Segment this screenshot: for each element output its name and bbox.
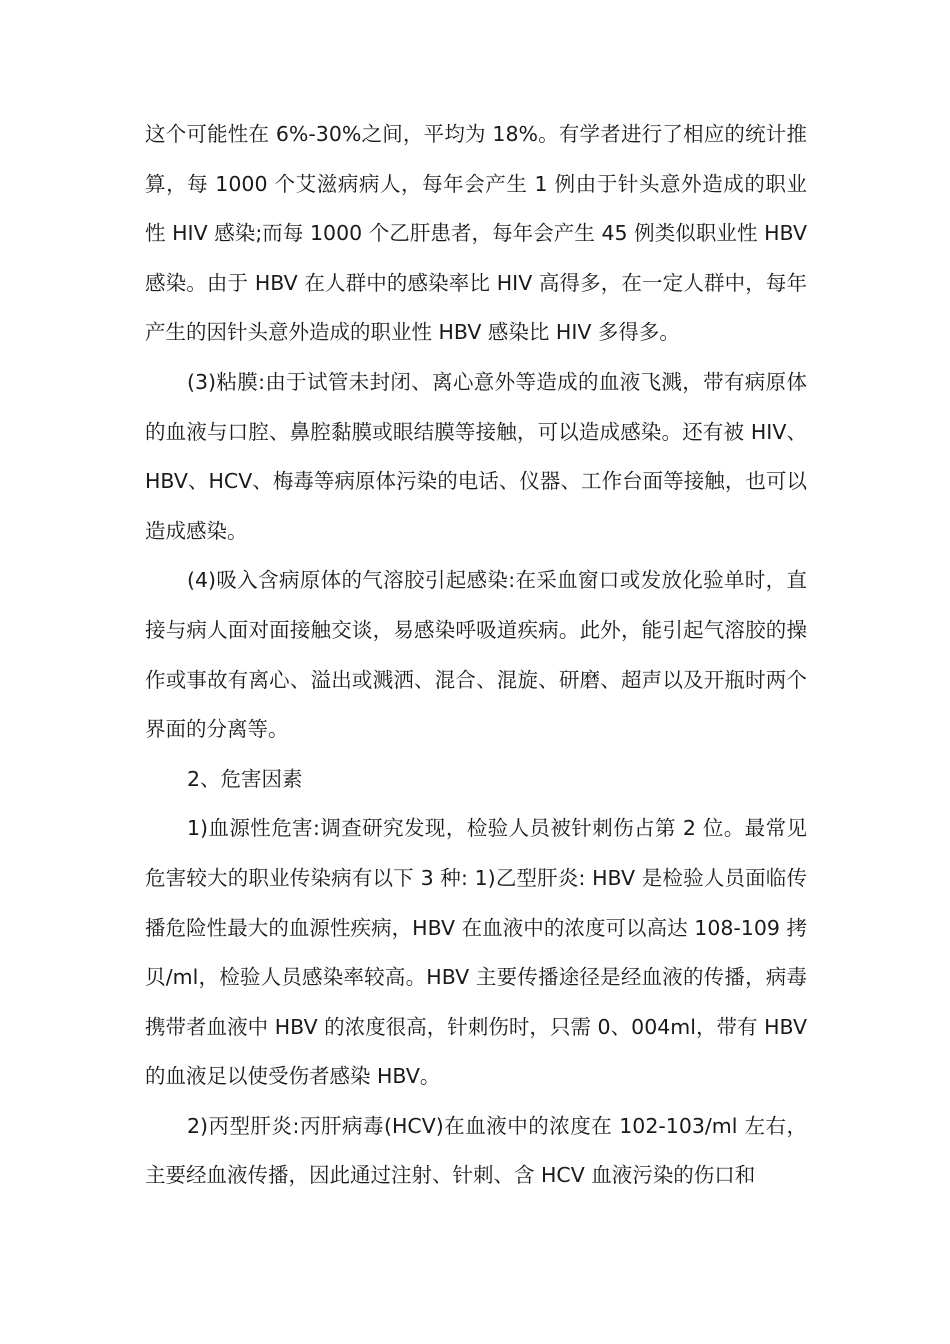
document-body (145, 110, 807, 1201)
paragraph-5: 2)丙型肝炎:丙肝病毒(HCV)在血液中的浓度在 102-103/ml 左右，主要经血液传播，因此通过注射、针刺、含 HCV 血液污染的伤口和 (145, 1113, 807, 1188)
paragraph-3: (4)吸入含病原体的气溶胶引起感染:在采血窗口或发放化验单时，直接与病人面对面接触交谈，易感染呼吸道疾病。此外，能引起气溶胶的操作或事故有离心、溢出或溅洒、混合、混旋、研磨、超声以及开瓶时两个界面的分离等。 (145, 568, 807, 742)
section-heading: 2、危害因素 (187, 766, 303, 791)
paragraph-4: 1)血源性危害:调查研究发现，检验人员被针刺伤占第 2 位。最常见危害较大的职业传染病有以下 3 种: 1)乙型肝炎: HBV 是检验人员面临传播危险性最大的血源性疾病，HBV 在血液中的浓度可以高达 108-109 拷贝/ml，检验人员感染率较高。HBV 主要传播途径是经血液的传播，病毒携带者血液中 HBV 的浓度很高，针刺伤时，只需 0、004ml，带有 HBV 的血液足以使受伤者感染 HBV。 (145, 816, 807, 1089)
paragraph-1: 这个可能性在 6%-30%之间，平均为 18%。有学者进行了相应的统计推算，每 1000 个艾滋病病人，每年会产生 1 例由于针头意外造成的职业性 HIV 感染;而每 1000 个乙肝患者，每年会产生 45 例类似职业性 HBV 感染。由于 HBV 在人群中的感染率比 HIV 高得多，在一定人群中，每年产生的因针头意外造成的职业性 HBV 感染比 HIV 多得多。 (145, 122, 807, 345)
paragraph-2: (3)粘膜:由于试管未封闭、离心意外等造成的血液飞溅，带有病原体的血液与口腔、鼻腔黏膜或眼结膜等接触，可以造成感染。还有被 HIV、HBV、HCV、梅毒等病原体污染的电话、仪器、工作台面等接触，也可以造成感染。 (145, 369, 807, 543)
